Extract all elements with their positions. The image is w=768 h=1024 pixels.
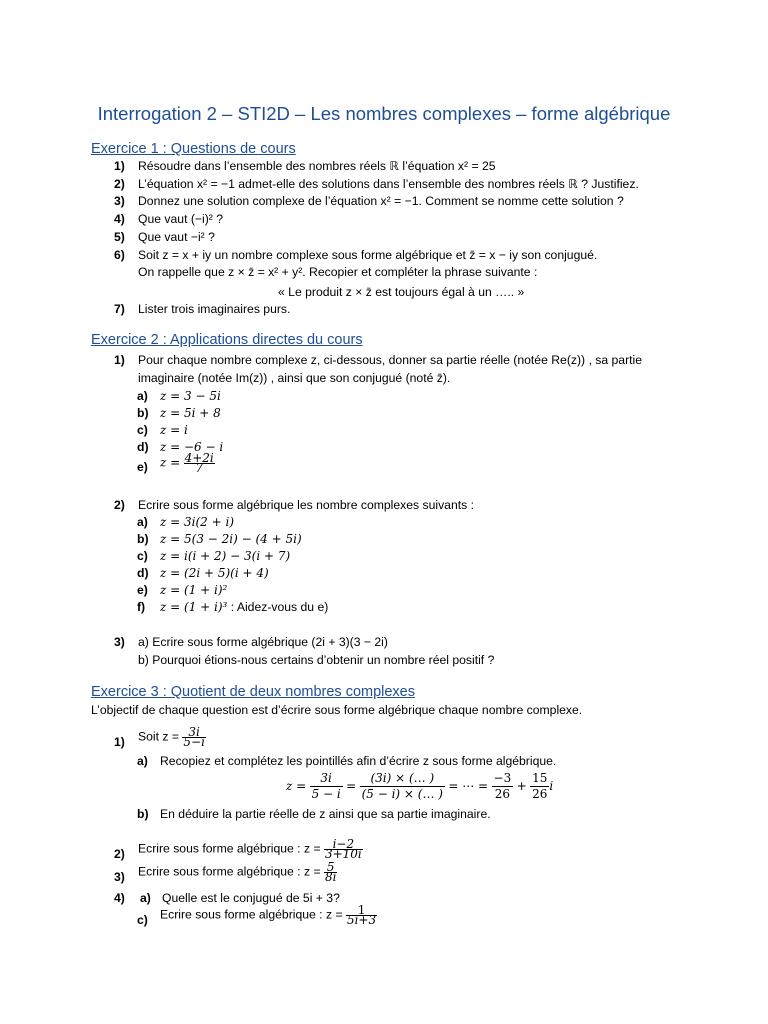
ex3-q4a-text: Quelle est le conjugué de 5i + 3? (162, 891, 340, 905)
fraction (182, 725, 206, 749)
fraction-denominator: 5i+3 (346, 913, 377, 927)
fraction-denominator: 5 − i (311, 787, 341, 802)
fraction-numerator: 4+2i (184, 451, 214, 465)
ex3-q1-label: Soit z = (138, 729, 179, 744)
fraction-denominator: (5 − i) × (… ) (361, 787, 443, 802)
fraction (324, 860, 337, 884)
fraction-numerator: 1 (346, 906, 377, 916)
ex2-q1-number: 1) (114, 353, 125, 367)
ex3-q1-number: 1) (114, 735, 125, 749)
ex2-q2-number: 2) (114, 498, 125, 512)
ex2-q2-f-math: z = (1 + i)³ (160, 600, 228, 614)
ex3-equation: z = $\frac{3i}{5 - i}$ = $\frac{(3i) \times (\dots )}{(5 - i) \times (\dots )}$ = ⋯ = $\frac{-3}{26}$ + $\frac{15}{26}$ i (286, 771, 554, 802)
equation-tail: i (549, 779, 554, 793)
fraction-denominator: 5−i (183, 735, 205, 749)
ex3-q4c-text (160, 903, 377, 927)
ex2-q1-b-letter: b) (137, 406, 149, 420)
ex2-q1-d-letter: d) (137, 440, 149, 454)
ex1-q1-number: 1) (114, 159, 125, 173)
ex2-q2-c-letter: c) (137, 549, 148, 563)
ex2-q1-c-expr: z = i (160, 423, 188, 437)
fraction-numerator: 3i (182, 728, 206, 738)
equation-lhs: z = (286, 779, 307, 793)
ex2-q2-d-expr: z = (2i + 5)(i + 4) (160, 566, 269, 580)
fraction-denominator: 8i (324, 870, 337, 884)
equation-fraction-1 (310, 771, 343, 802)
ex3-q2-number: 2) (114, 847, 125, 861)
equation-plus: + (516, 779, 527, 793)
exercise-1-heading: Exercice 1 : Questions de cours (91, 141, 296, 157)
ex1-q6-reminder: On rappelle que z × z̄ = x² + y². Recopier et compléter la phrase suivante : (138, 265, 538, 279)
ex2-q2-f-note: : Aidez-vous du e) (227, 600, 329, 614)
ex3-q4a-letter: a) (140, 891, 151, 905)
ex2-q3-a: a) Ecrire sous forme algébrique (2i + 3)(3 − 2i) (138, 635, 388, 649)
fraction-denominator: 7 (195, 461, 203, 475)
ex2-q3-b: b) Pourquoi étions-nous certains d’obtenir un nombre réel positif ? (138, 653, 495, 667)
ex2-q2-e-letter: e) (137, 583, 148, 597)
ex2-q1-d-expr: z = −6 − i (160, 440, 224, 454)
ex2-q2-b-expr: z = 5(3 − 2i) − (4 + 5i) (160, 532, 302, 546)
fraction-numerator: (3i) × (… ) (360, 771, 445, 787)
ex3-q4c-letter: c) (137, 913, 148, 927)
fraction-numerator: −3 (493, 771, 512, 786)
ex1-q2-text: L’équation x² = −1 admet-elle des solutions dans l’ensemble des nombres réels ℝ ? Justifiez. (138, 177, 639, 191)
ex3-q1b-letter: b) (137, 807, 149, 821)
ex3-q4c-label: Ecrire sous forme algébrique : z = (160, 907, 343, 922)
ex3-q1b-text: En déduire la partie réelle de z ainsi que sa partie imaginaire. (160, 807, 491, 821)
ex2-q2-text: Ecrire sous forme algébrique les nombre complexes suivants : (138, 498, 474, 512)
ex2-q3-number: 3) (114, 635, 125, 649)
equation-fraction-3 (492, 771, 514, 802)
ex2-q1-line2: imaginaire (notée Im(z)) , ainsi que son conjugué (noté z̄). (138, 371, 451, 385)
ex2-q1-e-expr: z = $\frac{4+2i}{7}$ (160, 451, 214, 475)
ex1-q1-text: Résoudre dans l’ensemble des nombres réels ℝ l’équation x² = 25 (138, 159, 496, 173)
fraction-denominator: 26 (532, 787, 548, 802)
ex2-q2-a-letter: a) (137, 515, 148, 529)
ex2-q2-f-expr (160, 599, 328, 615)
ex1-q4-number: 4) (114, 212, 125, 226)
exercise-2-heading: Exercice 2 : Applications directes du cours (91, 332, 363, 348)
equation-fraction-4 (530, 771, 549, 802)
ex3-q1a-letter: a) (137, 754, 148, 768)
ex3-q3-number: 3) (114, 870, 125, 884)
ex2-q2-b-letter: b) (137, 532, 149, 546)
ex2-q2-e-expr: z = (1 + i)² (160, 583, 228, 597)
fraction-denominator: 26 (494, 787, 510, 802)
ex3-q2-label: Ecrire sous forme algébrique : z = (138, 841, 321, 856)
ex1-q2-number: 2) (114, 177, 125, 191)
fraction (346, 903, 377, 927)
ex1-q6-sentence: « Le produit z × z̄ est toujours égal à un ….. » (278, 285, 525, 299)
ex3-q3-text (138, 860, 337, 884)
ex3-q3-label: Ecrire sous forme algébrique : z = (138, 864, 321, 879)
ex2-q1-a-letter: a) (137, 389, 148, 403)
ex1-q3-number: 3) (114, 194, 125, 208)
ex2-q2-d-letter: d) (137, 566, 149, 580)
ex2-q1-a-expr: z = 3 − 5i (160, 389, 221, 403)
fraction-numerator: 15 (532, 771, 548, 786)
fraction-denominator: 3+10i (324, 847, 362, 861)
fraction (324, 837, 363, 861)
ex2-q1-e-letter: e) (137, 460, 148, 474)
ex1-q7-text: Lister trois imaginaires purs. (138, 302, 291, 316)
ex3-intro: L’objectif de chaque question est d’écrire sous forme algébrique chaque nombre complexe. (91, 703, 583, 717)
ex2-q1-c-letter: c) (137, 423, 148, 437)
ex3-q4-number: 4) (114, 891, 125, 905)
fraction-numerator: 5 (324, 863, 337, 873)
ex2-q2-a-expr: z = 3i(2 + i) (160, 515, 234, 529)
fraction-numerator: 3i (310, 771, 343, 787)
ex2-q1-b-expr: z = 5i + 8 (160, 406, 221, 420)
equation-fraction-2 (360, 771, 445, 802)
ex2-q2-c-expr: z = i(i + 2) − 3(i + 7) (160, 549, 291, 563)
exercise-3-heading: Exercice 3 : Quotient de deux nombres complexes (91, 684, 415, 700)
ex3-q1a-text: Recopiez et complétez les pointillés afin d’écrire z sous forme algébrique. (160, 754, 557, 768)
ex1-q7-number: 7) (114, 302, 125, 316)
ex2-q1-line1: Pour chaque nombre complexe z, ci-dessous, donner sa partie réelle (notée Re(z)) , sa partie (138, 353, 643, 367)
ex3-q2-text (138, 837, 363, 861)
ex1-q6-number: 6) (114, 248, 125, 262)
page-title: Interrogation 2 – STI2D – Les nombres complexes – forme algébrique (97, 103, 671, 124)
ex1-q3-text: Donnez une solution complexe de l’équation x² = −1. Comment se nomme cette solution ? (138, 194, 624, 208)
ex1-q5-number: 5) (114, 230, 125, 244)
ex1-q6-text: Soit z = x + iy un nombre complexe sous forme algébrique et z̄ = x − iy son conjugué. (138, 248, 598, 262)
ex2-q2-f-letter: f) (137, 600, 146, 614)
ex1-q5-text: Que vaut −i² ? (138, 230, 215, 244)
fraction-numerator: i−2 (324, 840, 363, 850)
ex3-q1-text (138, 725, 206, 749)
ex1-q4-text: Que vaut (−i)² ? (138, 212, 224, 226)
equation-ellipsis: = ⋯ = (448, 779, 489, 793)
